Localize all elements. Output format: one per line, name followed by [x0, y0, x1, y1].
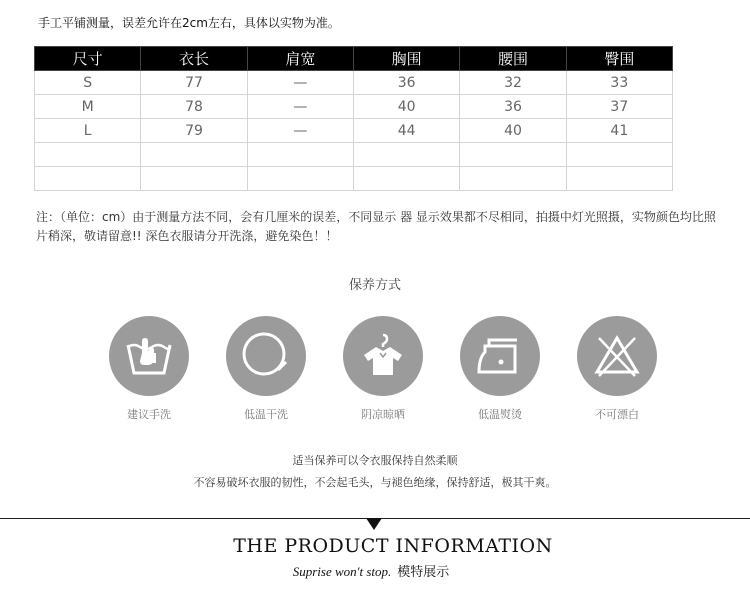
- table-cell: —: [247, 95, 353, 119]
- table-cell: [247, 143, 353, 167]
- table-row: [35, 143, 673, 167]
- table-cell: [353, 143, 459, 167]
- product-info-title: THE PRODUCT INFORMATION: [233, 535, 553, 557]
- table-cell: 44: [353, 119, 459, 143]
- table-cell: [247, 167, 353, 191]
- table-row: [35, 95, 673, 119]
- care-item-dry-clean: [221, 316, 311, 422]
- care-label: 低温熨烫: [478, 408, 522, 421]
- table-cell: 77: [141, 71, 247, 95]
- table-cell: S: [35, 71, 141, 95]
- header-chest: 胸围: [353, 47, 459, 71]
- table-cell: [566, 143, 672, 167]
- size-table: [34, 46, 673, 191]
- care-item-no-bleach: [572, 316, 662, 422]
- header-waist: 腰围: [460, 47, 566, 71]
- table-cell: 78: [141, 95, 247, 119]
- table-cell: [141, 143, 247, 167]
- hand-wash-icon: [109, 316, 189, 396]
- table-cell: [566, 167, 672, 191]
- table-cell: 40: [460, 119, 566, 143]
- notice-text: 注：（单位：cm）由于测量方法不同，会有几厘米的误差，不同显示 器 显示效果都不尽相同，拍摄中灯光照摄，实物颜色均比照片稍深，敬请留意!! 深色衣服请分开洗涤，避免染色！！: [36, 210, 716, 243]
- table-cell: [141, 167, 247, 191]
- table-cell: 33: [566, 71, 672, 95]
- table-row: [35, 167, 673, 191]
- header-length: 衣长: [141, 47, 247, 71]
- table-cell: L: [35, 119, 141, 143]
- header-hip: 臀围: [566, 47, 672, 71]
- table-cell: 41: [566, 119, 672, 143]
- table-cell: [460, 167, 566, 191]
- table-cell: M: [35, 95, 141, 119]
- care-tip-line-1: 适当保养可以令衣服保持自然柔顺: [292, 454, 458, 467]
- measurement-note: 手工平铺测量，误差允许在2cm左右，具体以实物为准。: [38, 16, 340, 30]
- table-cell: 36: [460, 95, 566, 119]
- table-cell: —: [247, 71, 353, 95]
- table-cell: [460, 143, 566, 167]
- table-cell: —: [247, 119, 353, 143]
- table-row: [35, 119, 673, 143]
- care-label: 阴凉晾晒: [361, 408, 405, 421]
- care-label: 不可漂白: [595, 408, 639, 421]
- dry-clean-icon: [226, 316, 306, 396]
- header-size: 尺寸: [35, 47, 141, 71]
- iron-low-icon: [460, 316, 540, 396]
- no-bleach-icon: [577, 316, 657, 396]
- care-item-hang-dry: [338, 316, 428, 422]
- size-table-header-row: [35, 47, 673, 71]
- slogan-chinese: 模特展示: [397, 565, 450, 580]
- table-cell: 37: [566, 95, 672, 119]
- header-shoulder: 肩宽: [247, 47, 353, 71]
- table-cell: 32: [460, 71, 566, 95]
- slogan-english: Suprise won't stop.: [292, 564, 392, 579]
- table-cell: [353, 167, 459, 191]
- care-label: 低温干洗: [244, 408, 288, 421]
- table-cell: 79: [141, 119, 247, 143]
- table-row: [35, 71, 673, 95]
- care-item-hand-wash: [104, 316, 194, 422]
- hang-dry-icon: [343, 316, 423, 396]
- care-item-iron-low: [455, 316, 545, 422]
- care-label: 建议手洗: [127, 408, 171, 421]
- table-cell: [35, 167, 141, 191]
- slogan: [0, 561, 742, 580]
- care-tip-line-2: 不容易破坏衣服的韧性，不会起毛头，与褪色绝缘，保持舒适，极其干爽。: [193, 476, 557, 489]
- table-cell: 36: [353, 71, 459, 95]
- table-cell: 40: [353, 95, 459, 119]
- care-title: 保养方式: [348, 278, 401, 293]
- table-cell: [35, 143, 141, 167]
- arrow-down-icon: [366, 518, 382, 530]
